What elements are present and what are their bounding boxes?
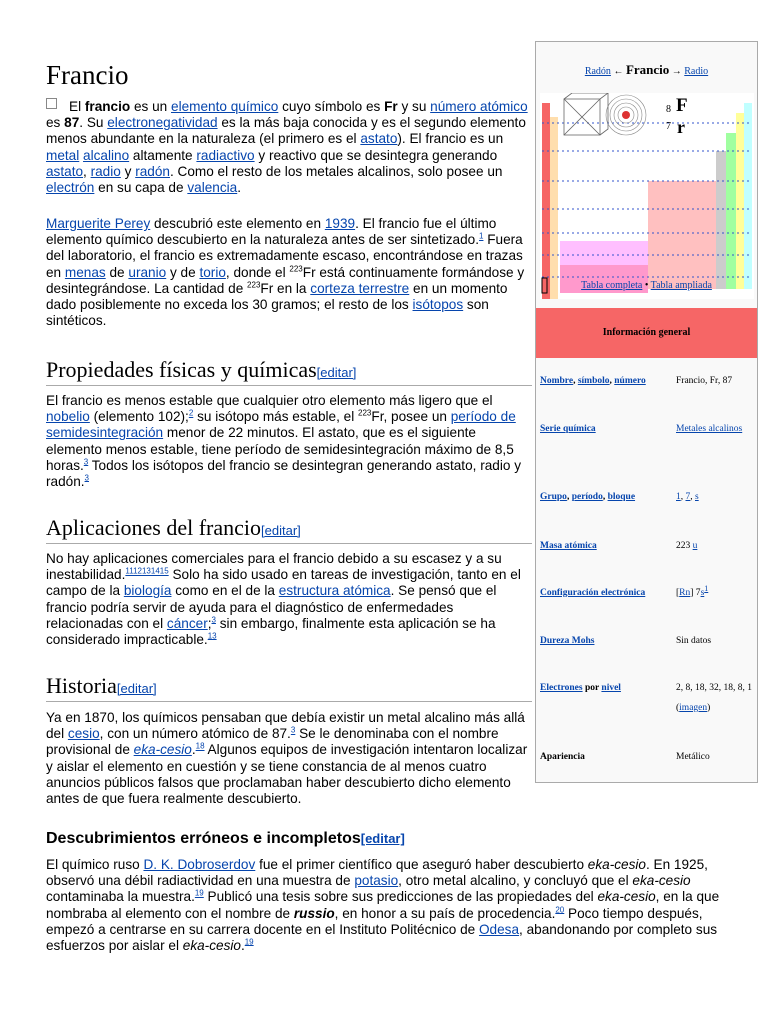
edit-link[interactable]: [editar] (316, 365, 357, 380)
section-title: Historia (46, 673, 117, 698)
wiki-link[interactable]: Nombre (540, 376, 574, 386)
wiki-link[interactable]: imagen (679, 703, 708, 713)
link-separator: • (644, 280, 649, 291)
citation-link[interactable]: 20 (555, 905, 565, 915)
nonmetals-block (726, 133, 736, 289)
wiki-link[interactable]: metal (46, 147, 80, 163)
wiki-link[interactable]: menas (64, 264, 106, 280)
citation-link[interactable]: 2 (188, 408, 194, 418)
citation-link[interactable]: 19 (194, 888, 204, 898)
page-title: Francio (46, 60, 129, 90)
citation-link[interactable]: 13 (207, 631, 217, 641)
wiki-link[interactable]: u (692, 541, 698, 551)
edit-link[interactable]: [editar] (116, 681, 157, 696)
wiki-link[interactable]: período de semidesintegración (46, 409, 516, 441)
wiki-link[interactable]: astato (46, 163, 84, 179)
section-heading-propiedades (46, 357, 532, 386)
wiki-link[interactable]: estructura atómica (278, 583, 391, 599)
citation-link[interactable]: 3 (211, 615, 216, 625)
citation-link[interactable]: 18 (195, 741, 205, 751)
prev-element-link[interactable]: Radón (584, 66, 611, 77)
wide-table-link[interactable]: Tabla ampliada (650, 280, 712, 291)
wiki-link[interactable]: 7 (685, 492, 691, 502)
atomic-number-bottom: 7 (666, 121, 671, 132)
wiki-link[interactable]: período (571, 492, 603, 502)
infobox: Radón ← Francio → Radio 8 F 7 r Tabla completa • Tabla ampliada Información general Nombre, símbolo, número Francio, Fr, 87 Serie química Metales alcalinos Grupo, período, bloque 1, 7, s Masa atómica 223 u Configuración electrónica [Rn] $7s^1$ Dureza Mohs Sin datos Electrones por nivel 2, 8, 18, 32, 18, 8, 1 (imagen) Apariencia Metálico (535, 41, 758, 783)
italic-text: eka-cesio (587, 857, 646, 872)
checkbox-icon[interactable] (46, 98, 57, 109)
wiki-link[interactable]: símbolo (577, 376, 610, 386)
isotope-superscript: 223 (247, 280, 261, 290)
citation-link[interactable]: 3 (290, 725, 296, 735)
wiki-link[interactable]: valencia (187, 180, 238, 196)
wiki-link[interactable]: eka-cesio (133, 742, 192, 758)
wiki-link[interactable]: astato (360, 131, 398, 147)
erroneous-paragraph: El químico ruso D. K. Dobroserdov fue el primer científico que aseguró haber descubierto eka-cesio. En 1925, observó una débil radiactividad en una muestra de potasio, otro metal alcalino, y concluyó que el eka-cesio contaminaba la muestra.$^{19}$ Publicó una tesis sobre sus predicciones de las propiedades del eka-cesio, en la que nombraba al elemento con el nombre de russio, en honor a su país de procedencia.$^{20}$ Poco tiempo después, empezó a centrarse en su carrera docente en el Instituto Politécnico de Odesa, abandonando por completo sus esfuerzos por aislar el eka-cesio.$^{19}$ (46, 857, 720, 954)
wiki-link[interactable]: Serie química (540, 424, 596, 434)
next-element-link[interactable]: Radio (684, 66, 709, 77)
atomic-number-top: 8 (666, 104, 671, 115)
wiki-link[interactable]: alcalino (83, 147, 130, 163)
wiki-link[interactable]: Rn (679, 588, 691, 598)
wiki-link[interactable]: s (695, 492, 699, 502)
isotope-superscript: 223 (358, 408, 372, 418)
periodic-table-graphic (540, 93, 754, 299)
poor-metals-block (716, 151, 726, 289)
properties-paragraph: El francio es menos estable que cualquier otro elemento más ligero que el nobelio (elemento 102);$^2$ su isótopo más estable, el $^{223}$Fr, posee un período de semidesintegración menor de 22 minutos. El astato, que es el siguiente elemento menos estable, tiene período de semidesintegración máximo de 8,5 horas.$^3$ Todos los isótopos del francio se desintegran generando astato, radio y radón.$^3$ (46, 393, 521, 490)
citation-link[interactable]: 3 (84, 473, 89, 483)
table-links (536, 280, 757, 291)
element-nav (536, 62, 757, 78)
bold-text: francio (84, 99, 131, 114)
alkali-column (542, 103, 550, 299)
section-title: Aplicaciones del francio (46, 515, 262, 540)
wiki-link[interactable]: Dureza Mohs (540, 636, 595, 646)
arrow-right-icon: → (671, 66, 682, 77)
wiki-link[interactable]: Electrones (540, 683, 583, 693)
electron-shells-icon (606, 95, 646, 135)
wiki-link[interactable]: número atómico (430, 99, 528, 114)
wiki-link[interactable]: Masa atómica (540, 541, 597, 551)
wiki-link[interactable]: número (614, 376, 646, 386)
wiki-link[interactable]: isótopos (412, 297, 464, 313)
citation-link[interactable]: 19 (244, 937, 254, 947)
wiki-link[interactable]: torio (199, 264, 226, 280)
citation-link[interactable]: 1 (704, 583, 709, 593)
edit-link[interactable]: [editar] (261, 523, 301, 538)
section-heading-historia (46, 673, 532, 702)
italic-text: eka-cesio (632, 873, 691, 889)
alkaline-earth-column (550, 117, 558, 299)
wiki-link[interactable]: biología (123, 583, 172, 599)
wiki-link[interactable]: radón (135, 163, 170, 179)
italic-text: eka-cesio (182, 938, 241, 954)
element-symbol-bottom: r (677, 117, 685, 137)
wiki-link[interactable]: Configuración electrónica (540, 588, 646, 598)
noble-gases-block (744, 103, 752, 289)
wiki-link[interactable]: Grupo (540, 492, 567, 502)
section-heading-aplicaciones (46, 515, 532, 544)
wiki-link[interactable]: corteza terrestre (310, 280, 410, 296)
periodic-table-image[interactable] (540, 93, 754, 299)
general-info-header: Información general (536, 308, 757, 358)
citation-link[interactable]: 3 (83, 457, 89, 467)
full-table-link[interactable]: Tabla completa (581, 280, 643, 291)
bold-text: russio (293, 905, 335, 921)
arrow-left-icon: ← (613, 66, 624, 77)
wiki-link[interactable]: cesio (67, 726, 100, 742)
wiki-link[interactable]: nobelio (46, 409, 90, 425)
citation-link[interactable]: 1 (479, 231, 484, 241)
wiki-link[interactable]: D. K. Dobroserdov (143, 857, 256, 872)
transition-block (648, 181, 716, 289)
wiki-link[interactable]: elemento químico (171, 99, 279, 114)
intro-paragraph-2: Marguerite Perey descubrió este elemento en 1939. El francio fue el último elemento químico descubierto en la naturaleza antes de ser sintetizado.$^1$ Fuera del laboratorio, el francio es extremadamente escaso, encontrándose en trazas en menas de uranio y de torio, donde el $^{223}$Fr está continuamente formándose y desintegrándose. La cantidad de $^{223}$Fr en la corteza terrestre en un momento dado posiblemente no exceda los 30 gramos; el resto de los isótopos son sintéticos. (46, 216, 525, 329)
wiki-link[interactable]: radiactivo (196, 147, 255, 163)
wiki-link[interactable]: electrón (46, 180, 95, 196)
wiki-link[interactable]: 1939 (324, 216, 356, 231)
intro-paragraph: El francio es un elemento químico cuyo símbolo es Fr y su número atómico es 87. Su electronegatividad es la más baja conocida y es el segundo elemento menos abundante en la naturaleza (el primero es el astato). El francio es un metal alcalino altamente radiactivo y reactivo que se desintegra generando astato, radio y radón. Como el resto de los metales alcalinos, solo posee un electrón en su capa de valencia. (46, 99, 528, 196)
element-symbol-top: F (676, 95, 688, 116)
wiki-link[interactable]: electronegatividad (107, 115, 218, 131)
current-element: Francio (625, 62, 670, 77)
wiki-link[interactable]: 1 (676, 492, 681, 502)
italic-text: eka-cesio (597, 889, 656, 905)
lanthanide-row (560, 241, 648, 265)
wiki-link[interactable]: s (700, 588, 705, 598)
wiki-link[interactable]: Odesa (478, 921, 520, 937)
bold-text: Fr (384, 99, 398, 114)
subsection-title: Descubrimientos erróneos e incompletos (46, 830, 361, 847)
crystal-structure-icon (564, 93, 608, 135)
applications-paragraph: No hay aplicaciones comerciales para el francio debido a su escasez y a su inestabilidad.$^{1112131415}$ Solo ha sido usado en tareas de investigación, tanto en el campo de la biología como en el de la estructura atómica. Se pensó que el francio podría servir de ayuda para el diagnóstico de enfermedades relacionadas con el cáncer;$^3$ sin embargo, finalmente esta aplicación se ha considerado impracticable.$^{13}$ (46, 551, 521, 648)
wiki-link[interactable]: Metales alcalinos (676, 424, 743, 434)
wiki-link[interactable]: nivel (601, 683, 621, 693)
subsection-heading-erroneos (46, 830, 736, 848)
wiki-link[interactable]: uranio (128, 264, 167, 280)
halogens-block (736, 113, 744, 289)
wiki-link[interactable]: radio (90, 163, 121, 179)
wiki-link[interactable]: Marguerite Perey (46, 216, 151, 231)
wiki-link[interactable]: potasio (354, 873, 399, 889)
history-paragraph: Ya en 1870, los químicos pensaban que debía existir un metal alcalino más allá del cesio, con un número atómico de 87.$^3$ Se le denominaba con el nombre provisional de eka-cesio.$^{18}$ Algunos equipos de investigación intentaron localizar y aislar el elemento en cuestión y se tiene constancia de al menos cuatro anuncios públicos falsos que proclamaban haber descubierto dicho elemento antes de que fuera realmente descubierto. (46, 710, 528, 807)
wiki-link[interactable]: cáncer (166, 615, 208, 631)
bold-text: 87 (64, 115, 80, 131)
wiki-link[interactable]: bloque (607, 492, 636, 502)
edit-link[interactable]: [editar] (360, 831, 405, 846)
isotope-superscript: 223 (289, 264, 303, 274)
section-title: Propiedades físicas y químicas (46, 357, 317, 382)
citation-link[interactable]: 1112131415 (125, 566, 169, 576)
